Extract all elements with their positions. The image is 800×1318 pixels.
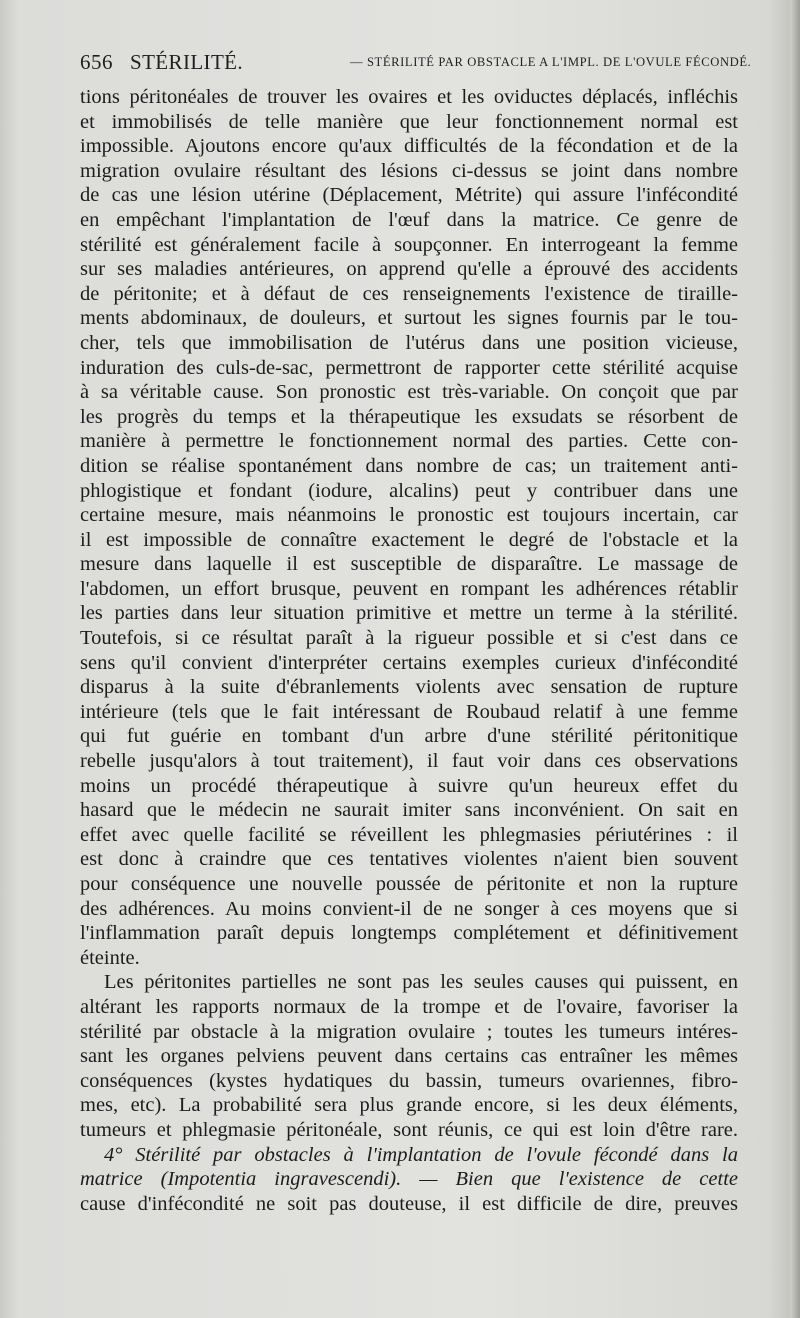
text-line: Toutefois, si ce résultat paraît à la rigueur possible et si c'est dans ce [80,627,738,650]
text-line: effet avec quelle facilité se réveillent les phlegmasies périutérines : il [80,823,738,846]
text-line: phlogistique et fondant (iodure, alcalins) peut y contribuer dans une [80,479,738,502]
text-line: intérieure (tels que le fait intéressant de Roubaud relatif à une femme [80,700,738,723]
text-line: altérant les rapports normaux de la trompe et de l'ovaire, favoriser la [80,995,738,1018]
text-line: l'abdomen, un effort brusque, peuvent en rompant les adhérences rétablir [80,577,738,600]
text-line: cause d'infécondité ne soit pas douteuse, il est difficile de dire, preuves [80,1192,738,1215]
text-line: disparus à la suite d'ébranlements violents avec sensation de rupture [80,676,738,699]
body-text [80,85,738,1216]
text-line: de cas une lésion utérine (Déplacement, Métrite) qui assure l'infécondité [80,184,738,207]
text-line: tumeurs et phlegmasie péritonéale, sont réunis, ce qui est loin d'être rare. [80,1118,738,1141]
text-line: des adhérences. Au moins convient-il de ne songer à ces moyens que si [80,897,738,920]
text-line: ments abdominaux, de douleurs, et surtout les signes fournis par le tou- [80,307,738,330]
text-line: dition se réalise spontanément dans nombre de cas; un traitement anti- [80,454,738,477]
text-line: sur ses maladies antérieures, on apprend qu'elle a éprouvé des accidents [80,258,738,281]
text-line: tions péritonéales de trouver les ovaires et les oviductes déplacés, infléchis [80,86,738,108]
text-line: et immobilisés de telle manière que leur fonctionnement normal est [80,110,738,133]
running-title: STÉRILITÉ. [130,50,244,74]
section-heading-line: 4° Stérilité par obstacles à l'implantation de l'ovule fécondé dans la [104,1143,738,1166]
text-line: sens qu'il convient d'interpréter certains exemples curieux d'infécondité [80,651,738,674]
text-line: de péritonite; et à défaut de ces renseignements l'existence de tiraille- [80,282,738,305]
text-line: les progrès du temps et la thérapeutique les exsudats se résorbent de [80,405,738,428]
text-line: mesure dans laquelle il est susceptible de disparaître. Le massage de [80,553,738,576]
section-heading-line: matrice (Impotentia ingravescendi). — Bien que l'existence de cette [80,1168,738,1191]
text-line: cher, tels que immobilisation de l'utérus dans une position vicieuse, [80,331,738,354]
text-line: stérilité est généralement facile à soupçonner. En interrogeant la femme [80,233,738,256]
text-line: il est impossible de connaître exactement le degré de l'obstacle et la [80,528,738,551]
text-line: stérilité par obstacle à la migration ovulaire ; toutes les tumeurs intéres- [80,1020,738,1043]
text-line: est donc à craindre que ces tentatives violentes n'aient bien souvent [80,848,738,871]
text-line: conséquences (kystes hydatiques du bassin, tumeurs ovariennes, fibro- [80,1069,738,1092]
text-line: hasard que le médecin ne saurait imiter sans inconvénient. On sait en [80,799,738,822]
page-edge [790,0,800,1318]
text-line: impossible. Ajoutons encore qu'aux difficultés de la fécondation et de la [80,135,738,158]
text-line: à sa véritable cause. Son pronostic est très-variable. On conçoit que par [80,381,738,404]
text-line: certaine mesure, mais néanmoins le pronostic est toujours incertain, car [80,504,738,527]
text-line: mes, etc). La probabilité sera plus grande encore, si les deux éléments, [80,1094,738,1117]
text-line: manière à permettre le fonctionnement normal des parties. Cette con- [80,430,738,453]
running-header [80,50,752,78]
paragraph-end-line: éteinte. [80,946,140,969]
text-line: induration des culs-de-sac, permettront de rapporter cette stérilité acquise [80,356,738,379]
text-line: qui fut guérie en tombant d'un arbre d'une stérilité péritonitique [80,725,738,748]
running-subtitle: — STÉRILITÉ PAR OBSTACLE A L'IMPL. DE L'OVULE FÉCONDÉ. [350,55,752,69]
text-line: les parties dans leur situation primitive et mettre un terme à la stérilité. [80,602,738,625]
text-line: moins un procédé thérapeutique à suivre qu'un heureux effet du [80,774,738,797]
page-number: 656 [80,50,113,74]
text-line: l'inflammation paraît depuis longtemps complétement et définitivement [80,922,738,945]
text-line: sant les organes pelviens peuvent dans certains cas entraîner les mêmes [80,1045,738,1068]
paragraph-start-line: Les péritonites partielles ne sont pas les seules causes qui puissent, en [104,971,738,994]
text-line: rebelle jusqu'alors à tout traitement), il faut voir dans ces observations [80,750,738,773]
text-line: en empêchant l'implantation de l'œuf dans la matrice. Ce genre de [80,208,738,231]
text-line: pour conséquence une nouvelle poussée de péritonite et non la rupture [80,873,738,895]
text-line: migration ovulaire résultant des lésions ci-dessus se joint dans nombre [80,159,738,182]
